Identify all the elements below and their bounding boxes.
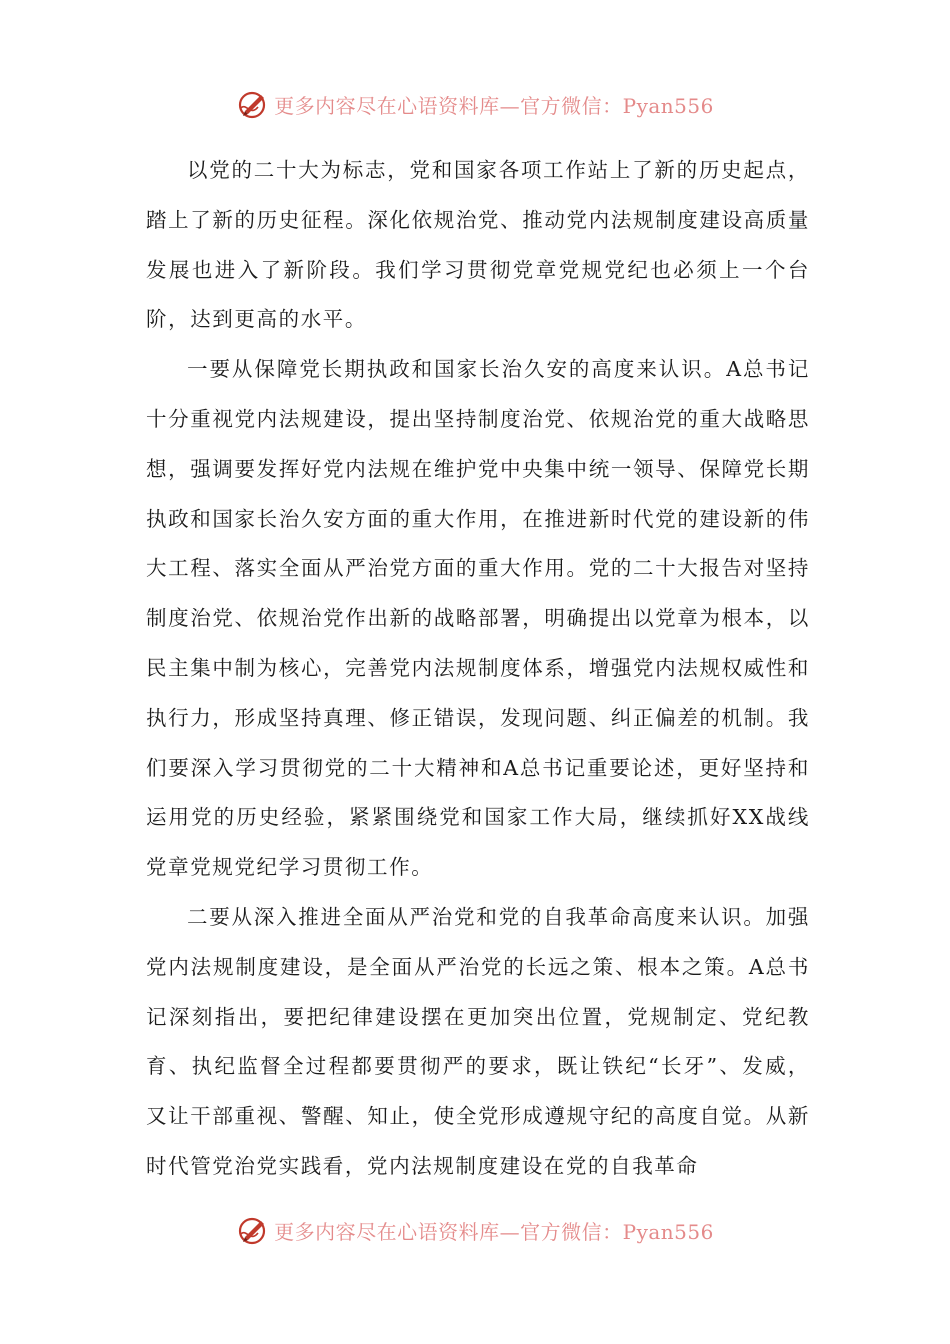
paragraph-3: 二要从深入推进全面从严治党和党的自我革命高度来认识。加强党内法规制度建设，是全面从严治党的长远之策、根本之策。A总书记深刻指出，要把纪律建设摆在更加突出位置，党规制定、党纪教育、执纪监督全过程都要贯彻严的要求，既让铁纪“长牙”、发威，又让干部重视、警醒、知止，使全党形成遵规守纪的高度自觉。从新时代管党治党实践看，党内法规制度建设在党的自我革命 xyxy=(146,904,810,1178)
paragraph-1: 以党的二十大为标志，党和国家各项工作站上了新的历史起点，踏上了新的历史征程。深化依规治党、推动党内法规制度建设高质量发展也进入了新阶段。我们学习贯彻党章党规党纪也必须上一个台阶，达到更高的水平。 xyxy=(146,158,810,332)
paragraph-2: 一要从保障党长期执政和国家长治久安的高度来认识。A总书记十分重视党内法规建设，提出坚持制度治党、依规治党的重大战略思想，强调要发挥好党内法规在维护党中央集中统一领导、保障党长期执政和国家长治久安方面的重大作用，在推进新时代党的建设新的伟大工程、落实全面从严治党方面的重大作用。党的二十大报告对坚持制度治党、依规治党作出新的战略部署，明确提出以党章为根本，以民主集中制为核心，完善党内法规制度体系，增强党内法规权威性和执行力，形成坚持真理、修正错误，发现问题、纠正偏差的机制。我们要深入学习贯彻党的二十大精神和A总书记重要论述，更好坚持和运用党的历史经验，紧紧围绕党和国家工作大局，继续抓好XX战线党章党规党纪学习贯彻工作。 xyxy=(146,357,810,880)
footer-banner xyxy=(0,1208,950,1252)
document-body xyxy=(146,146,810,1192)
pen-signature-icon xyxy=(236,87,270,121)
pen-signature-icon xyxy=(236,1213,270,1247)
header-banner xyxy=(0,82,950,126)
header-banner-text: 更多内容尽在心语资料库—官方微信：Pyan556 xyxy=(274,93,714,118)
footer-banner-text: 更多内容尽在心语资料库—官方微信：Pyan556 xyxy=(274,1219,714,1244)
